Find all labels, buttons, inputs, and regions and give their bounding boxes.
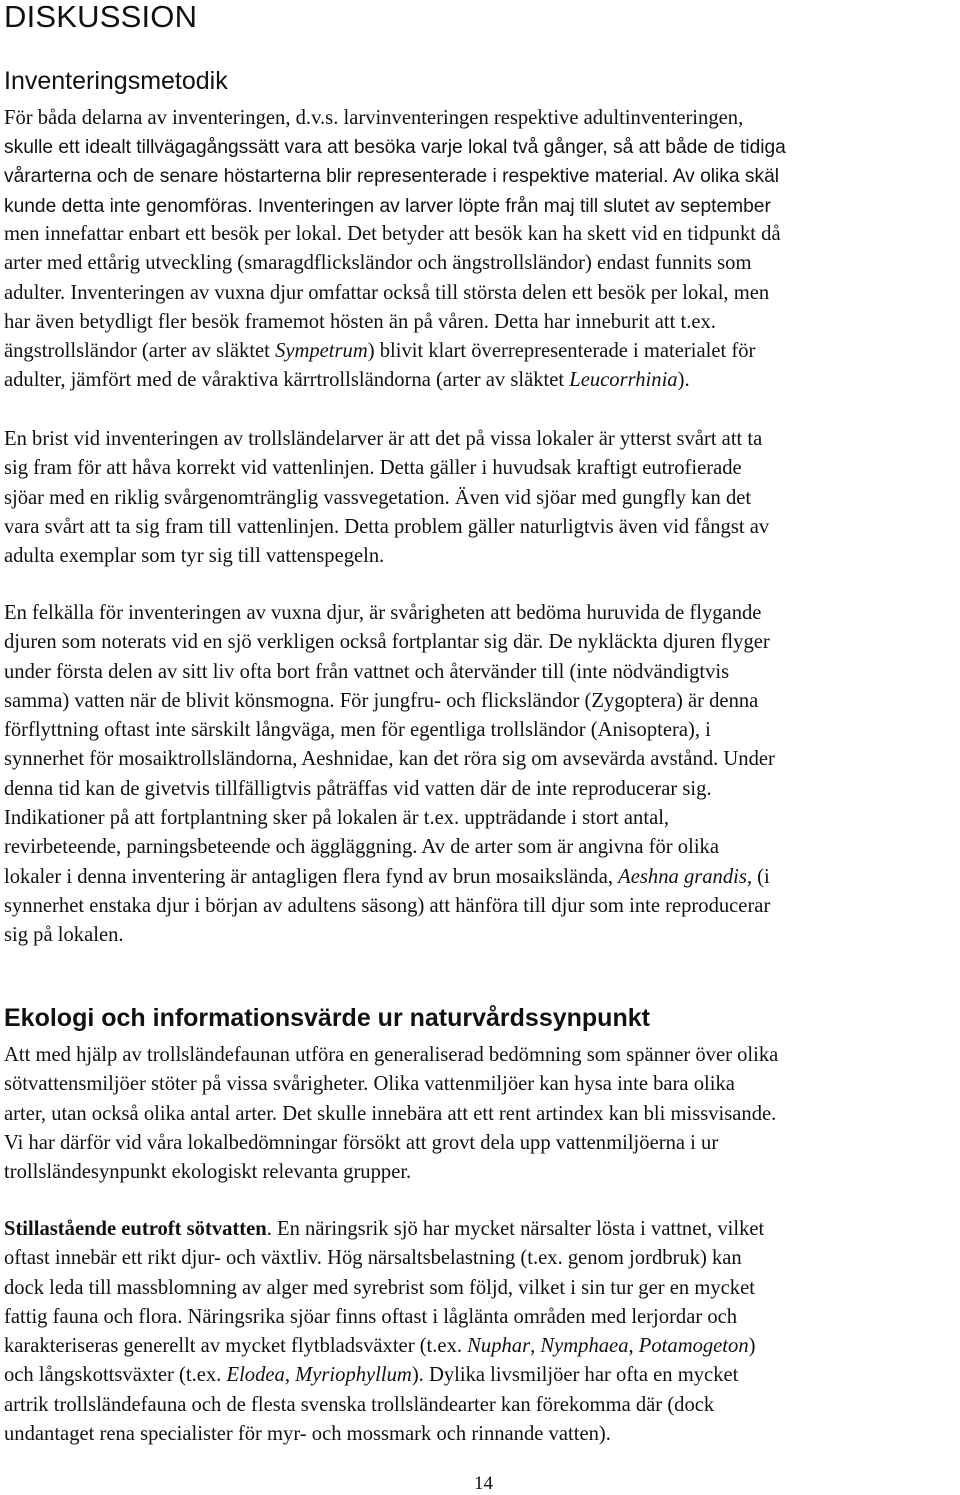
text-span: ,: [628, 1335, 639, 1358]
text-span: ,: [284, 1364, 296, 1387]
text-line: adulta exemplar som tyr sig till vattenspegeln.: [4, 545, 385, 568]
text-line: kunde detta inte genomföras. Inventeringen av larver löpte från maj till slutet av september: [4, 195, 771, 217]
text-span: . En näringsrik sjö har mycket närsalter lösta i vattnet, vilket: [266, 1218, 765, 1240]
text-line: Att med hjälp av trollsländefaunan utföra en generaliserad bedömning som spänner över olika: [4, 1044, 779, 1066]
text-line: Vi har därför vid våra lokalbedömningar försökt att grovt dela upp vattenmiljöerna i ur: [4, 1131, 719, 1154]
text-line: [4, 366, 956, 395]
species-genus-leucorrhinia: Leucorrhinia: [569, 369, 678, 392]
text-span: ).: [677, 369, 690, 392]
text-span: ): [748, 1335, 756, 1358]
paragraph-larvae-difficulty: [4, 425, 956, 571]
species-genus-sympetrum: Sympetrum: [275, 340, 368, 363]
text-line: arter med ettårig utveckling (smaragdflicksländor och ängstrollsländor) endast funnits som: [4, 252, 752, 275]
text-line: synnerhet för mosaiktrollsländorna, Aeshnidae, kan det röra sig om avsevärda avstånd. Under: [4, 748, 775, 771]
subheading-method: Inventeringsmetodik: [4, 67, 228, 95]
subheading-ecology: Ekologi och informationsvärde ur naturvårdssynpunkt: [4, 1004, 650, 1032]
text-span: och långskottsväxter (t.ex.: [4, 1364, 227, 1387]
text-line: dock leda till massblomning av alger med syrebrist som följd, vilket i sin tur ger en mycket: [4, 1276, 755, 1299]
genus-nuphar: Nuphar: [467, 1335, 531, 1358]
section-heading: DISKUSSION: [4, 0, 198, 34]
text-line: vara svårt att ta sig fram till vattenlinjen. Detta problem gäller naturligtvis även vid fångst av: [4, 515, 770, 538]
text-line: samma) vatten när de blivit könsmogna. För jungfru- och flicksländor (Zygoptera) är denna: [4, 689, 759, 712]
text-line: oftast innebär ett rikt djur- och växtliv. Hög närsaltsbelastning (t.ex. genom jordbruk) kan: [4, 1247, 742, 1270]
text-line: revirbeteende, parningsbeteende och äggläggning. Av de arter som är angivna för olika: [4, 836, 719, 859]
text-line: Indikationer på att fortplantning sker på lokalen är t.ex. uppträdande i stort antal,: [4, 807, 670, 830]
text-line: har även betydligt fler besök framemot hösten än på våren. Detta har inneburit att t.ex.: [4, 310, 716, 333]
bold-lead-term: Stillastående eutroft sötvatten: [4, 1218, 267, 1240]
text-line: [4, 337, 956, 366]
text-span: adulter, jämfört med de våraktiva kärrtrollsländorna (arter av släktet: [4, 369, 570, 392]
paragraph-ecology-intro: [4, 1041, 956, 1187]
species-aeshna-grandis: Aeshna grandis,: [618, 865, 753, 888]
text-line: [4, 863, 956, 892]
text-line: artrik trollsländefauna och de flesta svenska trollsländearter kan förekomma där (dock: [4, 1393, 715, 1416]
text-line: adulter. Inventeringen av vuxna djur omfattar också till största delen ett besök per lokal, men: [4, 281, 770, 304]
text-line: [4, 1361, 956, 1390]
text-span: lokaler i denna inventering är antagligen flera fynd av brun mosaikslända,: [4, 865, 619, 888]
genus-myriophyllum: Myriophyllum: [295, 1364, 412, 1387]
text-span: ). Dylika livsmiljöer har ofta en mycket: [411, 1364, 739, 1387]
text-line: skulle ett idealt tillvägagångssätt vara att besöka varje lokal två gånger, så att både de tidiga: [4, 137, 786, 158]
paragraph-method-intro: [4, 104, 956, 133]
paragraph-method-body: [4, 220, 956, 396]
text-line: denna tid kan de givetvis tillfälligtvis påträffas vid vatten där de inte reproducerar sig.: [4, 777, 712, 800]
paragraph-method-sans: [4, 133, 956, 221]
text-line: sig på lokalen.: [4, 924, 124, 947]
text-span: ) blivit klart överrepresenterade i materialet för: [367, 340, 756, 363]
page-number: 14: [474, 1473, 493, 1494]
text-line: sig fram för att håva korrekt vid vattenlinjen. Detta gäller i huvudsak kraftigt eutrofierade: [4, 457, 742, 480]
text-line: [4, 1215, 956, 1244]
text-line: En felkälla för inventeringen av vuxna djur, är svårigheten att bedöma huruvida de flygande: [4, 602, 762, 624]
text-line: under första delen av sitt liv ofta bort från vattnet och återvänder till (inte nödvändigtvis: [4, 660, 730, 683]
text-line: arter, utan också olika antal arter. Det skulle innebära att ett rent artindex kan bli missvisande.: [4, 1102, 777, 1125]
text-line: sötvattensmiljöer stöter på vissa svårigheter. Olika vattenmiljöer kan hysa inte bara olika: [4, 1073, 735, 1096]
text-span: karakteriseras generellt av mycket flytbladsväxter (t.ex.: [4, 1335, 468, 1358]
genus-elodea: Elodea: [226, 1364, 285, 1387]
text-line: men innefattar enbart ett besök per lokal. Det betyder att besök kan ha skett vid en tidpunkt då: [4, 223, 781, 245]
text-line: För båda delarna av inventeringen, d.v.s. larvinventeringen respektive adultinventeringen,: [4, 107, 744, 129]
text-line: synnerhet enstaka djur i början av adultens säsong) att hänföra till djur som inte reproducerar: [4, 894, 771, 917]
text-line: djuren som noterats vid en sjö verkligen också fortplantar sig där. De nykläckta djuren flyger: [4, 631, 770, 654]
paragraph-eutrophic-water: [4, 1215, 956, 1449]
text-span: ,: [530, 1335, 541, 1358]
text-line: undantaget rena specialister för myr- och mossmark och rinnande vatten).: [4, 1423, 611, 1446]
text-span: ängstrollsländor (arter av släktet: [4, 340, 276, 363]
genus-nymphaea: Nymphaea: [540, 1335, 629, 1358]
text-line: sjöar med en riklig svårgenomtränglig vassvegetation. Även vid sjöar med gungfly kan det: [4, 486, 752, 509]
text-line: förflyttning oftast inte särskilt långväga, men för egentliga trollsländor (Anisoptera), i: [4, 719, 711, 742]
text-line: [4, 1332, 956, 1361]
genus-potamogeton: Potamogeton: [638, 1335, 749, 1358]
paragraph-error-source: [4, 599, 956, 951]
text-line: trollsländesynpunkt ekologiskt relevanta grupper.: [4, 1161, 412, 1184]
text-line: vårarterna och de senare höstarterna blir representerade i respektive material. Av olika skäl: [4, 166, 780, 188]
text-line: fattig fauna och flora. Näringsrika sjöar finns oftast i låglänta områden med lerjordar och: [4, 1305, 738, 1328]
text-line: En brist vid inventeringen av trollsländelarver är att det på vissa lokaler är ytterst svårt att ta: [4, 428, 763, 450]
text-span: (i: [752, 865, 770, 888]
